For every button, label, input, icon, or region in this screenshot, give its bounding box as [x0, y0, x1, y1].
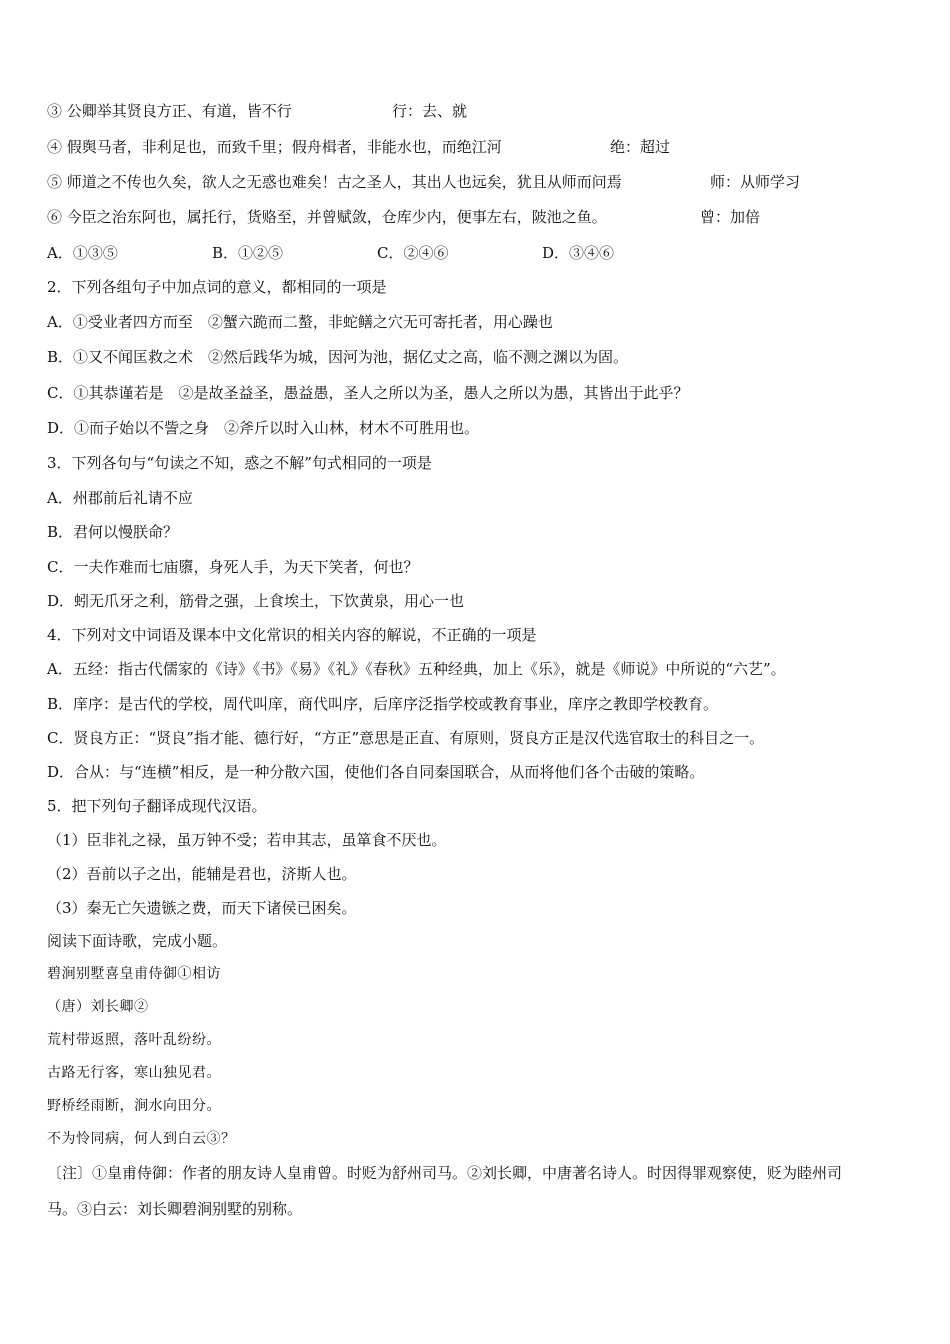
q5-sentence-1: （1）臣非礼之禄，虽万钟不受；若申其志，虽箪食不厌也。: [47, 831, 447, 849]
q4-option-c: C．贤良方正：“贤良”指才能、德行好，“方正”意思是正直、有原则，贤良方正是汉代选官取士的科目之一。: [47, 729, 765, 747]
poem-title: 碧涧别墅喜皇甫侍御①相访: [47, 966, 221, 982]
poem-line-1: 荒村带返照，落叶乱纷纷。: [47, 1032, 221, 1048]
q3-option-a: A．州郡前后礼请不应: [47, 489, 193, 507]
item-5-gloss: 师：从师学习: [710, 173, 801, 191]
item-3: ③ 公卿举其贤良方正、有道，皆不行: [47, 102, 292, 120]
item-4-gloss: 绝：超过: [610, 138, 671, 156]
q4-stem: 4．下列对文中词语及课本中文化常识的相关内容的解说，不正确的一项是: [47, 626, 537, 644]
poem-note-line-1: 〔注〕①皇甫侍御：作者的朋友诗人皇甫曾。时贬为舒州司马。②刘长卿，中唐著名诗人。时因得罪观察使，贬为睦州司: [47, 1164, 843, 1182]
item-4: ④ 假舆马者，非利足也，而致千里；假舟楫者，非能水也，而绝江河: [47, 138, 502, 156]
poem-line-2: 古路无行客，寒山独见君。: [47, 1065, 221, 1081]
q3-option-b: B．君何以慢朕命？: [47, 523, 179, 541]
q1-option-d: D．③④⑥: [542, 244, 615, 262]
q1-option-a: A．①③⑤: [47, 244, 118, 262]
item-6: ⑥ 今臣之治东阿也，属托行，货赂至，并曾赋敛，仓库少内，便事左右，陂池之鱼。: [47, 208, 607, 226]
item-6-gloss: 曾：加倍: [700, 208, 761, 226]
q3-option-d: D．蚓无爪牙之利，筋骨之强，上食埃土，下饮黄泉，用心一也: [47, 592, 465, 610]
q2-stem: 2．下列各组句子中加点词的意义，都相同的一项是: [47, 278, 387, 296]
q4-option-a: A．五经：指古代儒家的《诗》《书》《易》《礼》《春秋》五种经典，加上《乐》，就是《师说》中所说的“六艺”。: [47, 660, 786, 678]
q5-sentence-2: （2）吾前以子之出，能辅是君也，济斯人也。: [47, 865, 357, 883]
q1-option-b: B．①②⑤: [212, 244, 284, 262]
poem-note-line-2: 马。③白云：刘长卿碧涧别墅的别称。: [47, 1200, 303, 1218]
q4-option-d: D．合从：与“连横”相反，是一种分散六国，使他们各自同秦国联合，从而将他们各个击破的策略。: [47, 763, 705, 781]
q5-stem: 5．把下列句子翻译成现代汉语。: [47, 797, 267, 815]
q3-stem: 3．下列各句与“句读之不知，惑之不解”句式相同的一项是: [47, 454, 432, 472]
q1-option-c: C．②④⑥: [377, 244, 449, 262]
poem-author: （唐）刘长卿②: [47, 999, 149, 1015]
q2-option-d: D．①而子始以不訾之身 ②斧斤以时入山林，材木不可胜用也。: [47, 419, 480, 437]
q2-option-c: C．①其恭谨若是 ②是故圣益圣，愚益愚，圣人之所以为圣，愚人之所以为愚，其皆出于此乎？: [47, 384, 689, 402]
poem-line-3: 野桥经雨断，涧水向田分。: [47, 1098, 221, 1114]
q5-sentence-3: （3）秦无亡矢遗镞之费，而天下诸侯已困矣。: [47, 899, 357, 917]
q2-option-a: A．①受业者四方而至 ②蟹六跪而二螯，非蛇鳝之穴无可寄托者，用心躁也: [47, 313, 553, 331]
item-5: ⑤ 师道之不传也久矣，欲人之无惑也难矣！古之圣人，其出人也远矣，犹且从师而问焉: [47, 173, 622, 191]
q2-option-b: B．①又不闻匡救之术 ②然后践华为城，因河为池，据亿丈之高，临不测之渊以为固。: [47, 348, 629, 366]
q4-option-b: B．庠序：是古代的学校，周代叫庠，商代叫序，后庠序泛指学校或教育事业，庠序之教即学校教育。: [47, 695, 719, 713]
poem-line-4: 不为怜同病，何人到白云③？: [47, 1131, 236, 1147]
item-3-gloss: 行：去、就: [392, 102, 468, 120]
q3-option-c: C．一夫作难而七庙隳，身死人手，为天下笑者，何也？: [47, 558, 419, 576]
reading-intro: 阅读下面诗歌，完成小题。: [47, 932, 228, 950]
